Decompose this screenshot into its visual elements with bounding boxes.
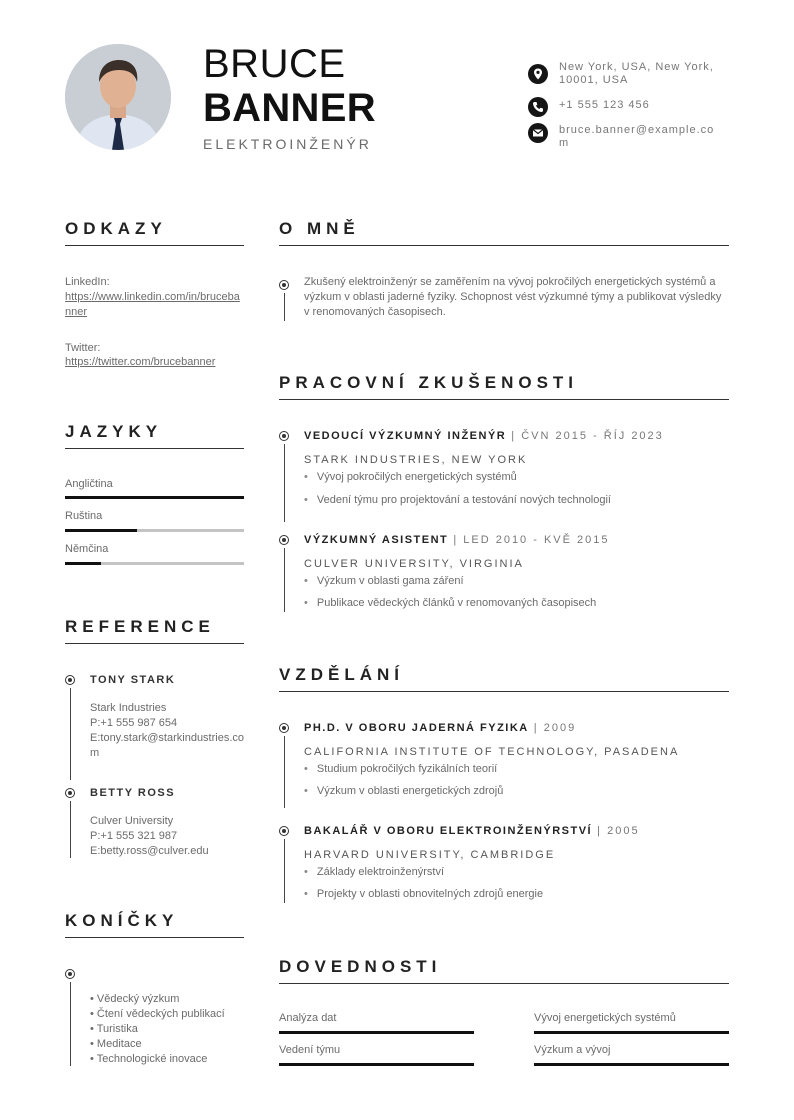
language-name: Němčina bbox=[65, 543, 109, 555]
skills-heading: DOVEDNOSTI bbox=[279, 957, 729, 984]
contact-email[interactable]: bruce.banner@example.com bbox=[559, 124, 715, 149]
job-entry-title bbox=[304, 534, 610, 546]
timeline-dot-icon bbox=[279, 431, 289, 441]
skill-bar bbox=[279, 1031, 474, 1034]
job-title-text: VÝZKUMNÝ ASISTENT bbox=[304, 534, 449, 546]
hobby-item-label: Vědecký výzkum bbox=[96, 993, 180, 1005]
hobby-item: • Vědecký výzkum bbox=[90, 993, 180, 1005]
timeline-line bbox=[70, 982, 71, 1066]
twitter-link[interactable]: https://twitter.com/brucebanner bbox=[65, 356, 216, 368]
about-text: Zkušený elektroinženýr se zaměřením na vývoj pokročilých energetických systémů a výzkum v oblasti jaderné fyziky. Schopnost vést výzkumné týmy a publikovat výsledky v renomovaných časopisech. bbox=[304, 276, 722, 318]
hobby-item: • Technologické inovace bbox=[90, 1053, 208, 1065]
timeline-line bbox=[70, 801, 71, 858]
reference-company: Culver University bbox=[90, 815, 174, 827]
reference-name: BETTY ROSS bbox=[90, 787, 176, 799]
education-heading: VZDĚLÁNÍ bbox=[279, 665, 729, 692]
hobby-item-label: Turistika bbox=[96, 1023, 138, 1035]
education-entry-title bbox=[304, 722, 576, 734]
reference-email[interactable]: E:tony.stark@starkindustries.com bbox=[90, 732, 245, 759]
hobby-item-label: Technologické inovace bbox=[96, 1053, 208, 1065]
hobby-item: • Meditace bbox=[90, 1038, 142, 1050]
education-institution: CALIFORNIA INSTITUTE OF TECHNOLOGY, PASADENA bbox=[304, 746, 680, 758]
reference-phone: P:+1 555 987 654 bbox=[90, 717, 178, 729]
email-icon bbox=[528, 123, 548, 143]
hobby-item: • Turistika bbox=[90, 1023, 138, 1035]
job-bullet: • Publikace vědeckých článků v renomovaných časopisech bbox=[304, 597, 596, 609]
timeline-line bbox=[284, 839, 285, 903]
timeline-line bbox=[284, 548, 285, 612]
skill-bar bbox=[279, 1063, 474, 1066]
education-date: 2009 bbox=[543, 722, 577, 734]
linkedin-label: LinkedIn: bbox=[65, 276, 110, 288]
reference-name: TONY STARK bbox=[90, 674, 176, 686]
education-bullet: • Výzkum v oblasti energetických zdrojů bbox=[304, 785, 503, 797]
skill-bar bbox=[534, 1031, 729, 1034]
education-bullet: • Studium pokročilých fyzikálních teorií bbox=[304, 763, 497, 775]
language-level-bar bbox=[65, 496, 244, 499]
separator: | bbox=[448, 534, 464, 546]
profile-photo bbox=[65, 44, 171, 150]
about-heading: O MNĚ bbox=[279, 219, 729, 246]
skill-label: Výzkum a vývoj bbox=[534, 1044, 611, 1056]
reference-phone: P:+1 555 321 987 bbox=[90, 830, 178, 842]
language-name: Ruština bbox=[65, 510, 103, 522]
language-level-fill bbox=[65, 562, 101, 565]
job-title: ELEKTROINŽENÝR bbox=[203, 136, 372, 152]
last-name: BANNER bbox=[203, 86, 376, 130]
first-name: BRUCE bbox=[203, 42, 346, 86]
reference-company: Stark Industries bbox=[90, 702, 167, 714]
hobby-item-label: Čtení vědeckých publikací bbox=[96, 1008, 225, 1020]
job-bullet: • Vývoj pokročilých energetických systémů bbox=[304, 471, 517, 483]
links-heading: ODKAZY bbox=[65, 219, 244, 246]
linkedin-link[interactable]: https://www.linkedin.com/in/brucebanner bbox=[65, 291, 240, 318]
timeline-dot-icon bbox=[279, 535, 289, 545]
degree-text: PH.D. V OBORU JADERNÁ FYZIKA bbox=[304, 722, 529, 734]
timeline-dot-icon bbox=[65, 969, 75, 979]
contact-location: New York, USA, New York, 10001, USA bbox=[559, 61, 714, 86]
timeline-dot-icon bbox=[279, 723, 289, 733]
timeline-line bbox=[284, 736, 285, 808]
timeline-line bbox=[70, 688, 71, 780]
job-entry-title bbox=[304, 430, 664, 442]
hobby-item: • Čtení vědeckých publikací bbox=[90, 1008, 225, 1020]
degree-text: BAKALÁŘ V OBORU ELEKTROINŽENÝRSTVÍ bbox=[304, 825, 593, 837]
skill-bar bbox=[534, 1063, 729, 1066]
job-organization: CULVER UNIVERSITY, VIRGINIA bbox=[304, 558, 524, 570]
job-bullet: • Výzkum v oblasti gama záření bbox=[304, 575, 464, 587]
job-dates: LED 2010 - KVĚ 2015 bbox=[463, 534, 610, 546]
separator: | bbox=[592, 825, 608, 837]
timeline-dot-icon bbox=[65, 675, 75, 685]
job-organization: STARK INDUSTRIES, NEW YORK bbox=[304, 454, 528, 466]
language-name: Angličtina bbox=[65, 478, 113, 490]
separator: | bbox=[528, 722, 544, 734]
twitter-label: Twitter: bbox=[65, 342, 101, 354]
timeline-line bbox=[284, 444, 285, 522]
languages-heading: JAZYKY bbox=[65, 422, 244, 449]
education-institution: HARVARD UNIVERSITY, CAMBRIDGE bbox=[304, 849, 556, 861]
phone-icon bbox=[528, 97, 548, 117]
education-date: 2005 bbox=[607, 825, 640, 837]
references-heading: REFERENCE bbox=[65, 617, 244, 644]
job-title-text: VEDOUCÍ VÝZKUMNÝ INŽENÝR bbox=[304, 430, 507, 442]
timeline-dot-icon bbox=[279, 280, 289, 290]
skill-label: Vedení týmu bbox=[279, 1044, 341, 1056]
timeline-line bbox=[284, 293, 285, 321]
education-entry-title bbox=[304, 825, 640, 837]
skill-label: Analýza dat bbox=[279, 1012, 337, 1024]
reference-email[interactable]: E:betty.ross@culver.edu bbox=[90, 845, 209, 857]
language-level-bar bbox=[65, 529, 244, 532]
location-pin-icon bbox=[528, 64, 548, 84]
education-bullet: • Základy elektroinženýrství bbox=[304, 866, 444, 878]
hobbies-heading: KONÍČKY bbox=[65, 911, 244, 938]
language-level-fill bbox=[65, 529, 137, 532]
contact-phone: +1 555 123 456 bbox=[559, 99, 650, 111]
language-level-fill bbox=[65, 496, 244, 499]
timeline-dot-icon bbox=[65, 788, 75, 798]
separator: | bbox=[506, 430, 522, 442]
timeline-dot-icon bbox=[279, 826, 289, 836]
skill-label: Vývoj energetických systémů bbox=[534, 1012, 676, 1024]
experience-heading: PRACOVNÍ ZKUŠENOSTI bbox=[279, 373, 729, 400]
language-level-bar bbox=[65, 562, 244, 565]
hobby-item-label: Meditace bbox=[96, 1038, 142, 1050]
education-bullet: • Projekty v oblasti obnovitelných zdrojů energie bbox=[304, 888, 543, 900]
job-dates: ČVN 2015 - ŘÍJ 2023 bbox=[521, 430, 664, 442]
job-bullet: • Vedení týmu pro projektování a testování nových technologií bbox=[304, 494, 611, 506]
